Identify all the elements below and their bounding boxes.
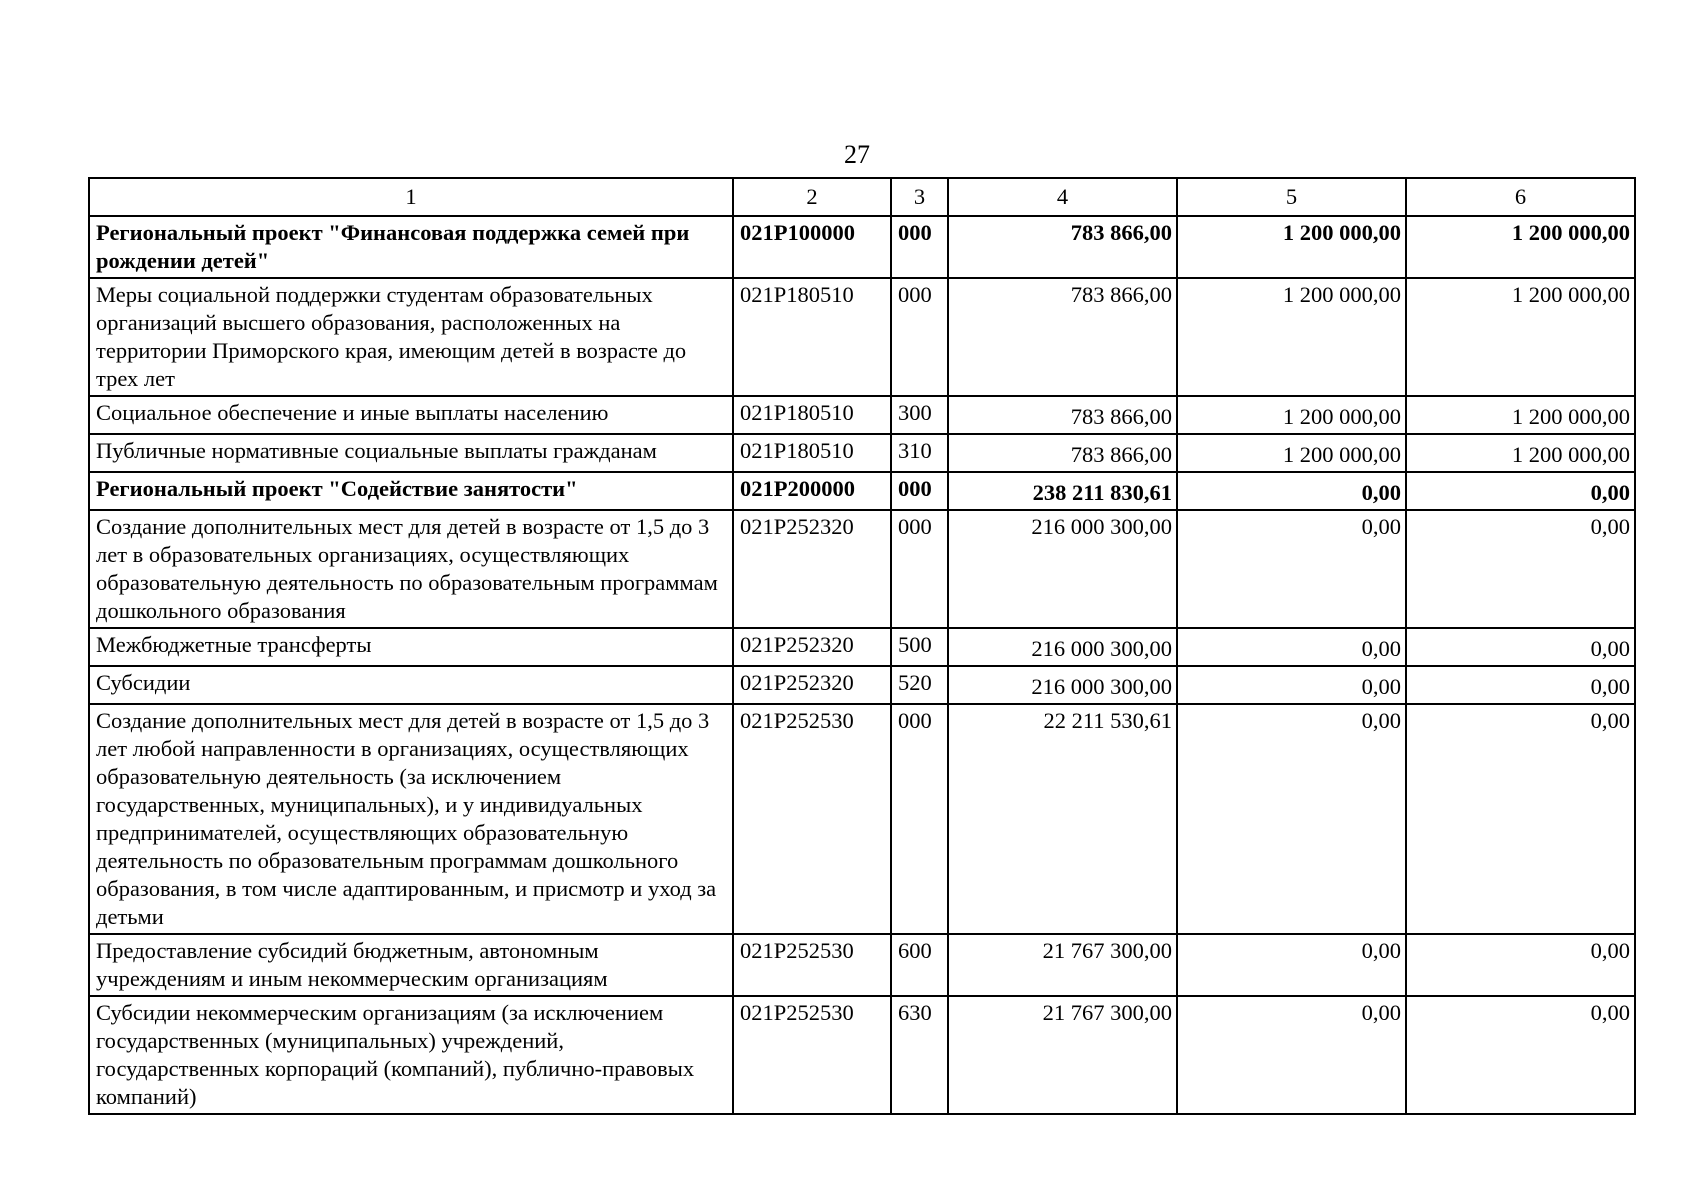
- row-expense-type: 500: [891, 628, 948, 666]
- row-expense-type: 000: [891, 510, 948, 628]
- row-amount-col5: 1 200 000,00: [1177, 434, 1406, 472]
- table-row: [89, 934, 1635, 996]
- row-target-code: 021P180510: [733, 434, 891, 472]
- row-expense-type: 300: [891, 396, 948, 434]
- row-expense-type: 310: [891, 434, 948, 472]
- row-target-code: 021P252530: [733, 996, 891, 1114]
- column-header-1: 1: [89, 178, 733, 216]
- column-header-6: 6: [1406, 178, 1635, 216]
- row-name: Субсидии: [89, 666, 733, 704]
- row-amount-col4: 21 767 300,00: [948, 996, 1177, 1114]
- row-amount-col4: 783 866,00: [948, 216, 1177, 278]
- row-name: Предоставление субсидий бюджетным, автономным учреждениям и иным некоммерческим организациям: [89, 934, 733, 996]
- row-amount-col4: 22 211 530,61: [948, 704, 1177, 934]
- row-expense-type: 520: [891, 666, 948, 704]
- row-name: Региональный проект "Содействие занятости": [89, 472, 733, 510]
- row-amount-col4: 216 000 300,00: [948, 666, 1177, 704]
- row-expense-type: 600: [891, 934, 948, 996]
- row-amount-col4: 216 000 300,00: [948, 628, 1177, 666]
- row-amount-col6: 1 200 000,00: [1406, 396, 1635, 434]
- row-amount-col5: 1 200 000,00: [1177, 216, 1406, 278]
- row-amount-col5: 0,00: [1177, 996, 1406, 1114]
- row-expense-type: 000: [891, 216, 948, 278]
- row-amount-col4: 783 866,00: [948, 278, 1177, 396]
- row-target-code: 021P180510: [733, 278, 891, 396]
- table-row: [89, 510, 1635, 628]
- table-row: [89, 434, 1635, 472]
- row-amount-col6: 1 200 000,00: [1406, 216, 1635, 278]
- row-amount-col4: 783 866,00: [948, 434, 1177, 472]
- row-amount-col5: 1 200 000,00: [1177, 278, 1406, 396]
- row-expense-type: 000: [891, 278, 948, 396]
- row-target-code: 021P252320: [733, 510, 891, 628]
- row-expense-type: 630: [891, 996, 948, 1114]
- page-number-text: 27: [844, 140, 870, 169]
- row-amount-col6: 0,00: [1406, 666, 1635, 704]
- table-row: [89, 666, 1635, 704]
- row-target-code: 021P252530: [733, 934, 891, 996]
- row-name: Создание дополнительных мест для детей в возрасте от 1,5 до 3 лет в образовательных организациях, осуществляющих образовательную деятельность по образовательным программам дошкольного образования: [89, 510, 733, 628]
- row-amount-col5: 0,00: [1177, 472, 1406, 510]
- row-name: Меры социальной поддержки студентам образовательных организаций высшего образования, расположенных на территории Приморского края, имеющим детей в возрасте до трех лет: [89, 278, 733, 396]
- row-expense-type: 000: [891, 472, 948, 510]
- row-amount-col4: 21 767 300,00: [948, 934, 1177, 996]
- table-row: [89, 628, 1635, 666]
- column-header-2: 2: [733, 178, 891, 216]
- row-amount-col6: 0,00: [1406, 934, 1635, 996]
- row-amount-col5: 0,00: [1177, 934, 1406, 996]
- column-header-4: 4: [948, 178, 1177, 216]
- row-name: Публичные нормативные социальные выплаты гражданам: [89, 434, 733, 472]
- row-amount-col6: 0,00: [1406, 472, 1635, 510]
- row-target-code: 021P252530: [733, 704, 891, 934]
- row-target-code: 021P100000: [733, 216, 891, 278]
- table-row: [89, 396, 1635, 434]
- row-name: Субсидии некоммерческим организациям (за исключением государственных (муниципальных) учреждений, государственных корпораций (компаний), публично-правовых компаний): [89, 996, 733, 1114]
- page-number: [0, 140, 1698, 170]
- row-target-code: 021P180510: [733, 396, 891, 434]
- row-name: Создание дополнительных мест для детей в возрасте от 1,5 до 3 лет любой направленности в организациях, осуществляющих образовательную деятельность (за исключением государственных, муниципальных), и у индивидуальных предпринимателей, осуществляющих образовательную деятельность по образовательным программам дошкольного образования, в том числе адаптированным, и присмотр и уход за детьми: [89, 704, 733, 934]
- row-target-code: 021P252320: [733, 666, 891, 704]
- row-amount-col4: 783 866,00: [948, 396, 1177, 434]
- row-amount-col5: 0,00: [1177, 704, 1406, 934]
- row-amount-col5: 0,00: [1177, 628, 1406, 666]
- table-row: [89, 216, 1635, 278]
- column-header-3: 3: [891, 178, 948, 216]
- header-row: [89, 178, 1635, 216]
- table-row: [89, 278, 1635, 396]
- row-amount-col4: 216 000 300,00: [948, 510, 1177, 628]
- row-amount-col6: 0,00: [1406, 704, 1635, 934]
- table-row: [89, 704, 1635, 934]
- budget-table: [88, 177, 1636, 1115]
- row-target-code: 021P252320: [733, 628, 891, 666]
- row-expense-type: 000: [891, 704, 948, 934]
- row-amount-col6: 0,00: [1406, 996, 1635, 1114]
- row-amount-col5: 0,00: [1177, 666, 1406, 704]
- row-amount-col6: 1 200 000,00: [1406, 434, 1635, 472]
- row-amount-col4: 238 211 830,61: [948, 472, 1177, 510]
- row-amount-col6: 0,00: [1406, 628, 1635, 666]
- row-name: Межбюджетные трансферты: [89, 628, 733, 666]
- row-amount-col5: 0,00: [1177, 510, 1406, 628]
- table-row: [89, 472, 1635, 510]
- row-amount-col5: 1 200 000,00: [1177, 396, 1406, 434]
- row-name: Региональный проект "Финансовая поддержка семей при рождении детей": [89, 216, 733, 278]
- table-row: [89, 996, 1635, 1114]
- row-name: Социальное обеспечение и иные выплаты населению: [89, 396, 733, 434]
- row-amount-col6: 0,00: [1406, 510, 1635, 628]
- column-header-5: 5: [1177, 178, 1406, 216]
- row-amount-col6: 1 200 000,00: [1406, 278, 1635, 396]
- row-target-code: 021P200000: [733, 472, 891, 510]
